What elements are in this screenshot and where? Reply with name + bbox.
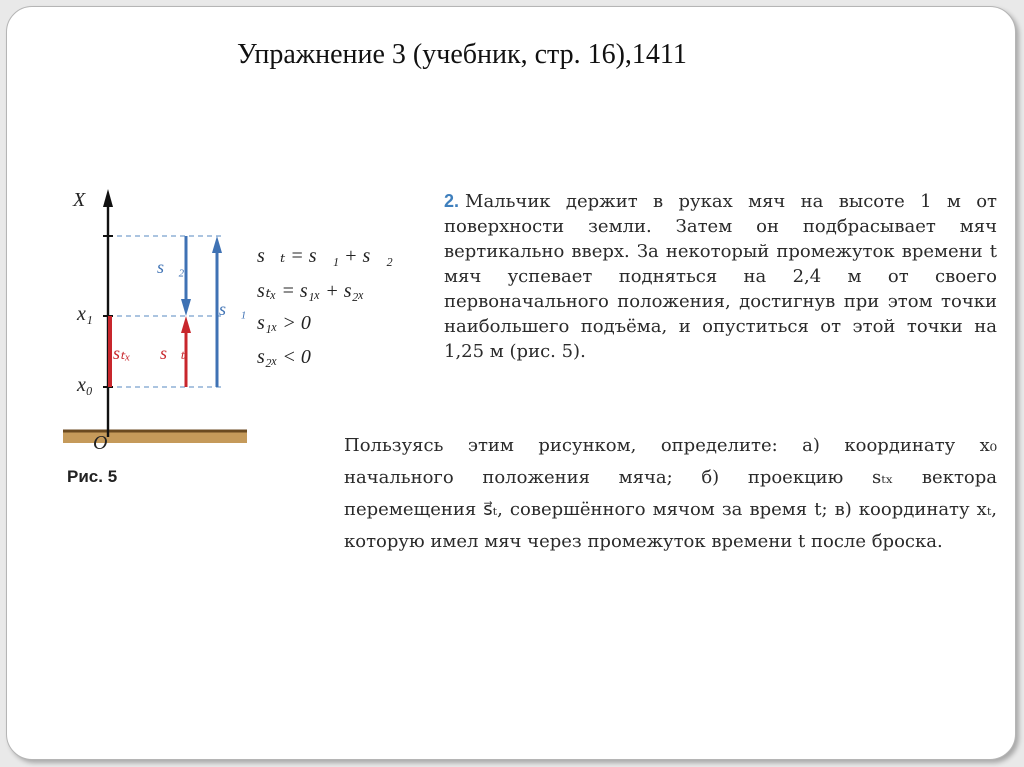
task-text (444, 189, 997, 364)
x-axis-arrowhead (103, 189, 113, 207)
formula-projection-sum: sₜₓ = s₁ₓ + s₂ₓ (257, 280, 365, 302)
s2-label: s⃗₂ (157, 257, 185, 277)
st-arrowhead (181, 316, 191, 333)
stx-label: sₜₓ (113, 343, 131, 363)
x1-label: x₁ (77, 303, 93, 325)
slide (6, 6, 1016, 760)
s2-arrowhead (181, 299, 191, 316)
st-label: s⃗ₜ (160, 343, 186, 363)
ground-surface (63, 431, 247, 443)
x0-label: x₀ (77, 374, 93, 396)
axis-x-label: X (73, 189, 86, 211)
task-number: 2. (444, 191, 460, 211)
slide-title: Упражнение 3 (учебник, стр. 16),1411 (237, 39, 687, 70)
figure-caption: Рис. 5 (67, 467, 118, 486)
task-body: Мальчик держит в руках мяч на высоте 1 м от поверхности земли. Затем он подбрасывает мяч вертикально вверх. За некоторый промежуток времени t мяч успевает подняться на 2,4 м от своего первоначального положения, достигнув при этом точки наибольшего подъёма, и опуститься от этой точки на 1,25 м (рис. 5). (444, 191, 997, 362)
s1-arrowhead (212, 236, 222, 253)
s1-label: s⃗₁ (219, 299, 247, 319)
formula-vector-sum: s⃗ₜ = s⃗₁ + s⃗₂ (257, 245, 393, 267)
origin-label: O (93, 432, 108, 454)
formula-s2x-negative: s₂ₓ < 0 (257, 346, 311, 368)
formula-s1x-positive: s₁ₓ > 0 (257, 312, 311, 334)
question-text: Пользуясь этим рисунком, определите: а) координату x₀ начального положения мяча; б) проекцию sₜₓ вектора перемещения s⃗ₜ, совершённого мячом за время t; в) координату xₜ, которую имел мяч через промежуток времени t после броска. (344, 435, 997, 552)
